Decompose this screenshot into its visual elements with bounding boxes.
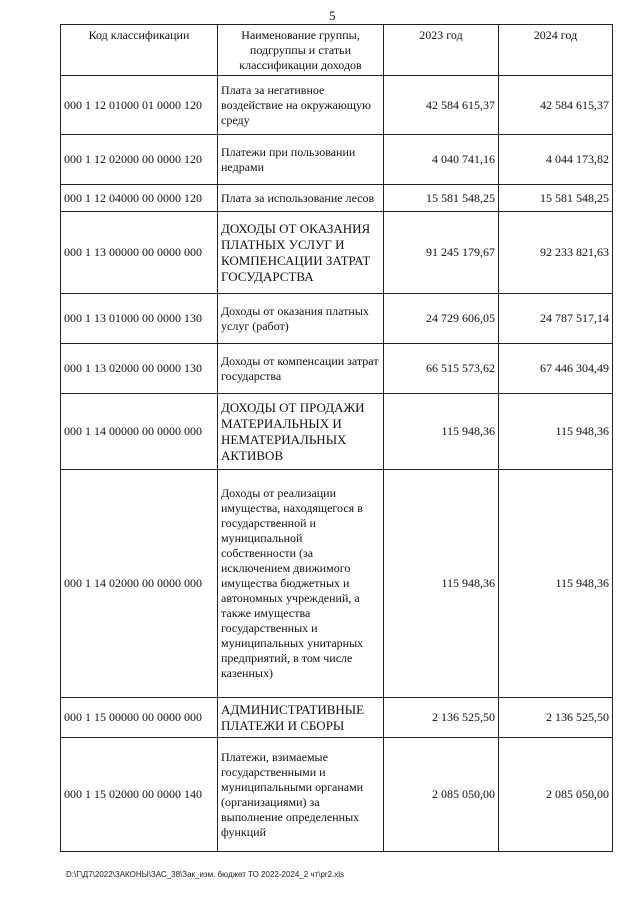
row-code: 000 1 12 04000 00 0000 120 (61, 185, 218, 212)
row-name: Доходы от компенсации затрат государства (218, 344, 384, 394)
row-2024: 92 233 821,63 (499, 212, 613, 294)
row-2024: 115 948,36 (499, 470, 613, 698)
header-code: Код классификации (61, 25, 218, 76)
row-2023: 24 729 606,05 (384, 294, 499, 344)
row-name: Доходы от оказания платных услуг (работ) (218, 294, 384, 344)
row-2023: 4 040 741,16 (384, 135, 499, 185)
row-2024: 15 581 548,25 (499, 185, 613, 212)
row-code: 000 1 12 01000 01 0000 120 (61, 76, 218, 135)
header-2024: 2024 год (499, 25, 613, 76)
row-name: Платежи, взимаемые государственными и муниципальными органами (организациями) за выполнение определенных функций (218, 738, 384, 852)
row-name: Доходы от реализации имущества, находящегося в государственной и муниципальной собственности (за исключением движимого имущества бюджетных и автономных учреждений, а также имущества государственных и муниципальных унитарных предприятий, в том числе казенных) (218, 470, 384, 698)
table-row (61, 738, 613, 852)
row-2023: 2 085 050,00 (384, 738, 499, 852)
row-name: ДОХОДЫ ОТ ОКАЗАНИЯ ПЛАТНЫХ УСЛУГ И КОМПЕНСАЦИИ ЗАТРАТ ГОСУДАРСТВА (218, 212, 384, 294)
row-2023: 66 515 573,62 (384, 344, 499, 394)
table-row (61, 698, 613, 738)
row-2023: 91 245 179,67 (384, 212, 499, 294)
row-2023: 15 581 548,25 (384, 185, 499, 212)
footer-file-path: D:\Г\Д7\2022\ЗАКОНЫ\ЗАС_38\Зак_изм. бюджет ТО 2022-2024_2 чт\pr2.xls (66, 870, 345, 879)
table-row (61, 470, 613, 698)
row-2023: 115 948,36 (384, 394, 499, 470)
row-code: 000 1 15 02000 00 0000 140 (61, 738, 218, 852)
table-row (61, 212, 613, 294)
row-2024: 67 446 304,49 (499, 344, 613, 394)
row-name: Платежи при пользовании недрами (218, 135, 384, 185)
table-row (61, 185, 613, 212)
row-2024: 4 044 173,82 (499, 135, 613, 185)
row-2024: 2 085 050,00 (499, 738, 613, 852)
row-code: 000 1 12 02000 00 0000 120 (61, 135, 218, 185)
page-number: 5 (329, 8, 336, 23)
row-2023: 115 948,36 (384, 470, 499, 698)
row-name: АДМИНИСТРАТИВНЫЕ ПЛАТЕЖИ И СБОРЫ (218, 698, 384, 738)
row-code: 000 1 14 02000 00 0000 000 (61, 470, 218, 698)
row-name: Плата за негативное воздействие на окружающую среду (218, 76, 384, 135)
table-row (61, 344, 613, 394)
table-row (61, 394, 613, 470)
header-2023: 2023 год (384, 25, 499, 76)
row-2024: 24 787 517,14 (499, 294, 613, 344)
income-table (60, 24, 613, 852)
row-2024: 115 948,36 (499, 394, 613, 470)
row-name: Плата за использование лесов (218, 185, 384, 212)
row-2023: 42 584 615,37 (384, 76, 499, 135)
row-name: ДОХОДЫ ОТ ПРОДАЖИ МАТЕРИАЛЬНЫХ И НЕМАТЕРИАЛЬНЫХ АКТИВОВ (218, 394, 384, 470)
table-row (61, 76, 613, 135)
table-header-row (61, 25, 613, 76)
row-code: 000 1 13 02000 00 0000 130 (61, 344, 218, 394)
row-2024: 2 136 525,50 (499, 698, 613, 738)
table-row (61, 135, 613, 185)
header-name: Наименование группы, подгруппы и статьи классификации доходов (218, 25, 384, 76)
row-code: 000 1 13 01000 00 0000 130 (61, 294, 218, 344)
table-row (61, 294, 613, 344)
row-2024: 42 584 615,37 (499, 76, 613, 135)
row-code: 000 1 14 00000 00 0000 000 (61, 394, 218, 470)
row-2023: 2 136 525,50 (384, 698, 499, 738)
row-code: 000 1 13 00000 00 0000 000 (61, 212, 218, 294)
row-code: 000 1 15 00000 00 0000 000 (61, 698, 218, 738)
